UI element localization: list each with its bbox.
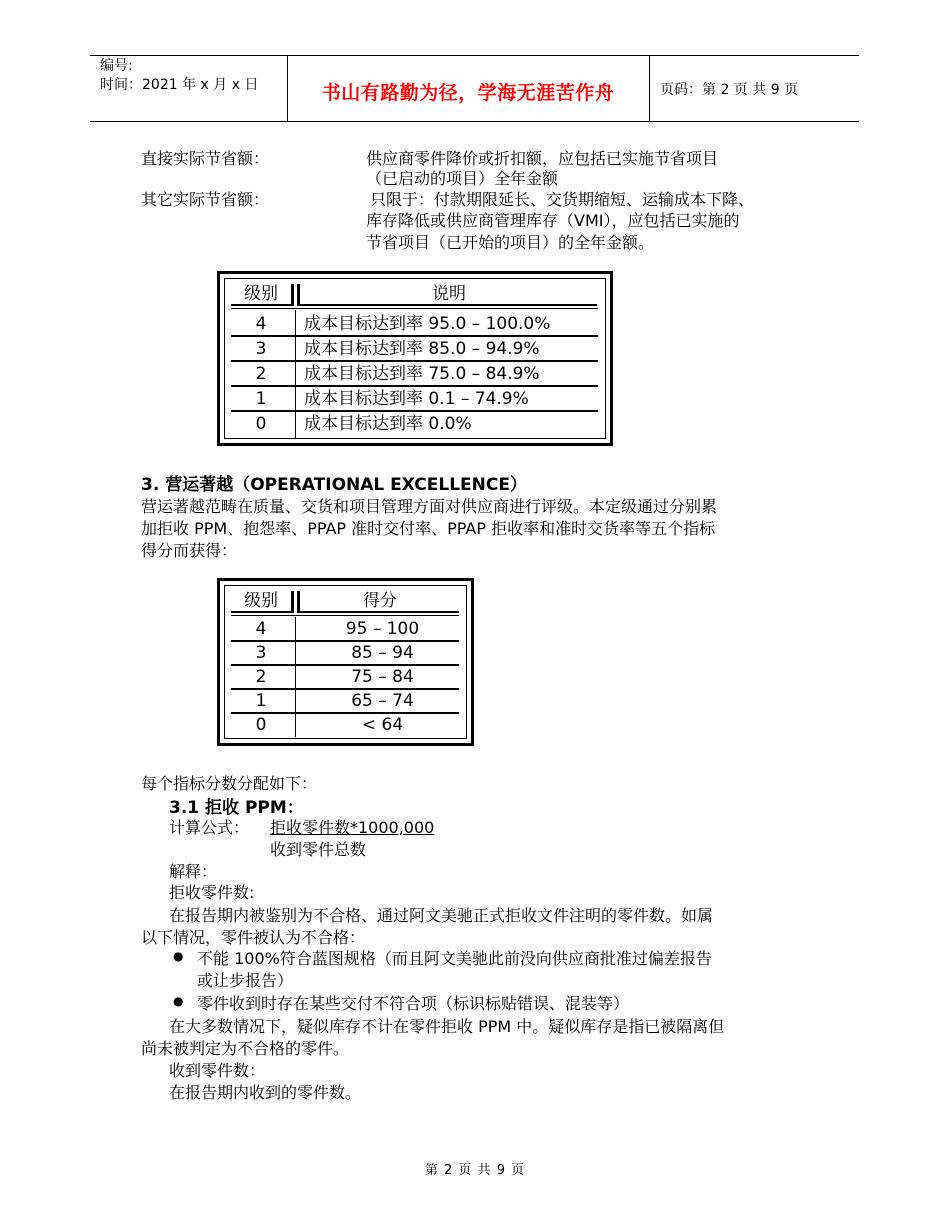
bullet-icon: ● <box>173 994 184 1008</box>
other-savings-desc: 只限于：付款期限延长、交货期缩短、运输成本下降、 <box>370 190 755 209</box>
col-header-level: 级别 <box>244 591 278 611</box>
table-row-level: 4 <box>255 619 267 639</box>
subsection-heading: 3.1 拒收 PPM： <box>169 798 304 818</box>
received-parts-label: 收到零件数： <box>169 1061 266 1080</box>
distribution-intro: 每个指标分数分配如下： <box>141 774 318 793</box>
header-underline <box>300 611 459 613</box>
header-bottom-rule <box>90 121 859 122</box>
section-paragraph: 得分而获得： <box>141 541 238 560</box>
header-col-separator <box>291 284 294 306</box>
table-row-level: 0 <box>255 414 267 434</box>
direct-savings-label: 直接实际节省额： <box>141 149 270 168</box>
table-row-level: 2 <box>255 364 267 384</box>
section-paragraph: 加拒收 PPM、抱怨率、PPAP 准时交付率、PPAP 拒收率和准时交货率等五个指标 <box>141 519 716 538</box>
col-header-level: 级别 <box>244 284 278 304</box>
direct-savings-desc: （已启动的项目）全年金额 <box>366 169 559 188</box>
table-row-level: 0 <box>255 715 267 735</box>
table-row-score: 65 – 74 <box>351 691 414 711</box>
other-savings-label: 其它实际节省额： <box>141 190 270 209</box>
table-row-desc: 成本目标达到率 75.0 – 84.9% <box>304 364 540 384</box>
received-parts-desc: 在报告期内收到的零件数。 <box>169 1083 362 1102</box>
header-motto: 书山有路勤为径，学海无涯苦作舟 <box>321 82 615 104</box>
table-row-score: 85 – 94 <box>351 643 414 663</box>
explain-label: 解释： <box>169 862 218 881</box>
formula-label: 计算公式： <box>169 818 250 837</box>
other-savings-desc: 库存降低或供应商管理库存（VMI），应包括已实施的 <box>366 211 740 230</box>
header-underline <box>231 615 459 616</box>
doc-time-label: 时间：2021 年 x 月 x 日 <box>100 77 259 93</box>
header-divider <box>649 55 650 121</box>
table-row-score: 75 – 84 <box>351 667 414 687</box>
section-paragraph: 营运著越范畴在质量、交货和项目管理方面对供应商进行评级。本定级通过分别累 <box>141 497 718 516</box>
section-heading: 3. 营运著越（OPERATIONAL EXCELLENCE） <box>141 475 527 495</box>
table-row-desc: 成本目标达到率 95.0 – 100.0% <box>304 314 551 334</box>
table-row-level: 3 <box>255 643 267 663</box>
suspect-inventory-text: 在大多数情况下，疑似库存不计在零件拒收 PPM 中。疑似库存是指已被隔离但 <box>169 1017 725 1036</box>
table-row-desc: 成本目标达到率 0.1 – 74.9% <box>304 389 529 409</box>
body-col-separator <box>295 310 296 438</box>
rejected-parts-label: 拒收零件数: <box>169 883 255 902</box>
bullet-text: 或让步报告） <box>197 971 294 990</box>
header-underline <box>300 304 597 306</box>
suspect-inventory-text: 尚未被判定为不合格的零件。 <box>141 1039 350 1058</box>
table-row-level: 1 <box>255 389 267 409</box>
formula-numerator: 拒收零件数*1000,000 <box>270 818 435 837</box>
doc-number-label: 编号: <box>100 58 133 74</box>
table-row-level: 2 <box>255 667 267 687</box>
header-col-separator <box>291 591 294 613</box>
page-footer: 第 2 页 共 9 页 <box>424 1163 526 1178</box>
table-row-level: 3 <box>255 339 267 359</box>
rejected-parts-desc: 在报告期内被鉴别为不合格、通过阿文美驰正式拒收文件注明的零件数。如属 <box>169 906 714 925</box>
header-page-number: 页码：第 2 页 共 9 页 <box>660 82 799 98</box>
formula-denominator: 收到零件总数 <box>270 840 367 859</box>
col-header-desc: 说明 <box>432 284 466 304</box>
bullet-text: 零件收到时存在某些交付不符合项（标识标贴错误、混装等） <box>197 994 630 1013</box>
header-info <box>100 57 258 95</box>
table-row-score: < 64 <box>361 715 404 735</box>
table-row-level: 1 <box>255 691 267 711</box>
other-savings-desc: 节省项目（已开始的项目）的全年金额。 <box>366 233 655 252</box>
header-underline <box>231 308 598 309</box>
header-underline <box>231 611 291 613</box>
header-col-separator <box>297 591 300 613</box>
table-row-desc: 成本目标达到率 0.0% <box>304 414 472 434</box>
body-col-separator <box>295 617 296 737</box>
header-underline <box>231 304 291 306</box>
rejected-parts-desc: 以下情况，零件被认为不合格： <box>141 928 366 947</box>
bullet-icon: ● <box>173 949 184 963</box>
header-col-separator <box>297 284 300 306</box>
bullet-text: 不能 100%符合蓝图规格（而且阿文美驰此前没向供应商批准过偏差报告 <box>197 949 712 968</box>
table-row-desc: 成本目标达到率 85.0 – 94.9% <box>304 339 540 359</box>
col-header-score: 得分 <box>363 591 397 611</box>
direct-savings-desc: 供应商零件降价或折扣额，应包括已实施节省项目 <box>366 149 719 168</box>
header-top-rule <box>90 55 859 56</box>
table-row-score: 95 – 100 <box>345 619 420 639</box>
table-row-level: 4 <box>255 314 267 334</box>
